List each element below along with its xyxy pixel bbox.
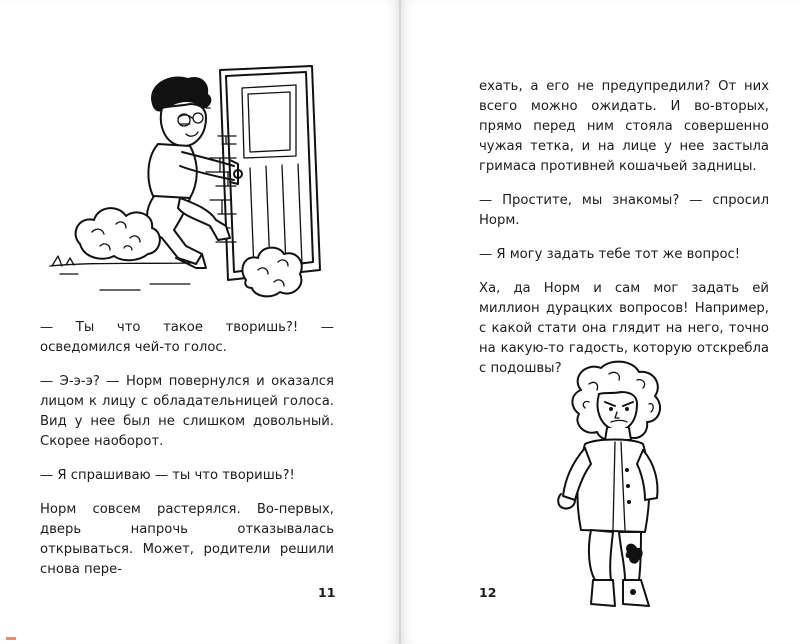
paragraph: — Я могу задать тебе тот же вопрос! bbox=[479, 247, 741, 262]
page-number: 12 bbox=[479, 585, 497, 600]
paragraph: — Э-э-э? — Норм повернулся и оказался лицом к лицу с обладательницей голоса. Вид у нее был не слишком довольный. Скорее наоборот. bbox=[40, 374, 334, 449]
left-page-text bbox=[40, 318, 334, 594]
right-page-text bbox=[479, 77, 769, 393]
paragraph: — Ты что такое творишь?! — осведомился чей-то голос. bbox=[40, 320, 334, 355]
paragraph: — Я спрашиваю — ты что творишь?! bbox=[40, 468, 295, 483]
paragraph: — Простите, мы знакомы? — спросил Норм. bbox=[479, 193, 769, 228]
paragraph: ехать, а его не предупредили? От них всего можно ожидать. И во-вторых, прямо перед ним стояла совершенно чужая тетка, и на лице у нее застыла гримаса противней кошачьей задницы. bbox=[479, 79, 769, 174]
left-page bbox=[0, 0, 399, 644]
page-number: 11 bbox=[318, 585, 336, 600]
paragraph: Ха, да Норм и сам мог задать ей миллион дурацких вопросов! Например, с какой стати она глядит на него, точно на какую-то гадость, которую отскребла с подошвы? bbox=[479, 281, 769, 376]
right-page bbox=[401, 0, 800, 644]
corner-mark bbox=[6, 637, 16, 640]
paragraph: Норм совсем растерялся. Во-первых, дверь напрочь отказывалась открываться. Может, родители решили снова пере- bbox=[40, 502, 334, 577]
angry-woman-illustration bbox=[541, 360, 701, 620]
boy-pushing-door-illustration bbox=[30, 48, 360, 308]
